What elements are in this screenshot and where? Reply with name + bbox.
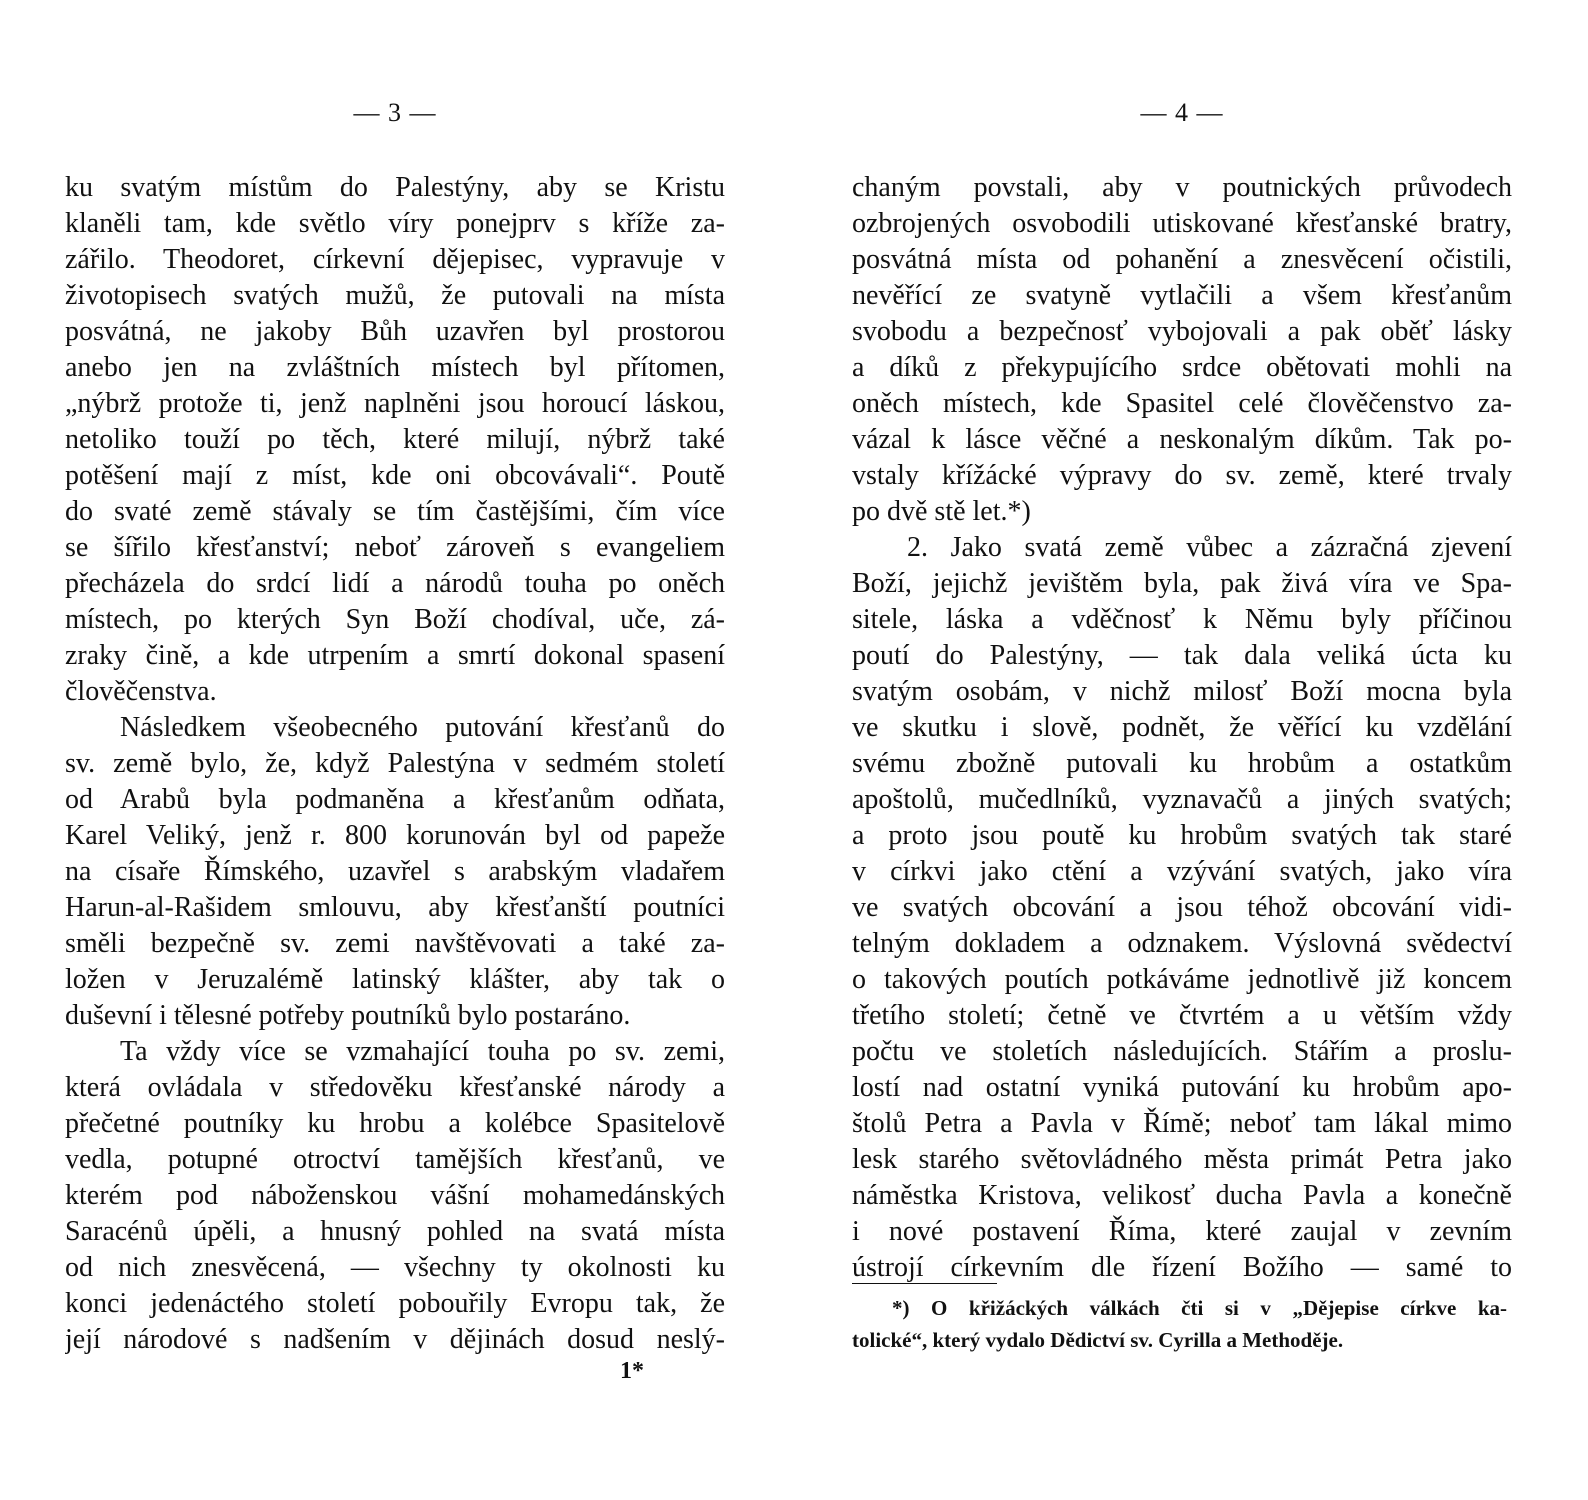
text-line: kterém pod náboženskou vášní mohamedánských: [65, 1180, 725, 1211]
text-line: nevěřící ze svatyně vytlačili a všem křesťanům: [852, 280, 1512, 311]
text-line: se šířilo křesťanství; neboť zároveň s evangeliem: [65, 532, 725, 563]
text-line: 2. Jako svatá země vůbec a zázračná zjevení: [907, 532, 1512, 563]
text-line: do svaté země stávaly se tím častějšími, čím více: [65, 496, 725, 527]
text-line: telným dokladem a odznakem. Výslovná svědectví: [852, 928, 1512, 959]
text-line: Boží, jejichž jevištěm byla, pak živá víra ve Spa-: [852, 568, 1512, 599]
text-line: vázal k lásce věčné a neskonalým díkům. Tak po-: [852, 424, 1512, 455]
text-line: posvátná místa od pohanění a znesvěcení očistili,: [852, 244, 1512, 275]
text-line: anebo jen na zvláštních místech byl přítomen,: [65, 352, 725, 383]
right-page: [852, 0, 1512, 1500]
left-page: [65, 0, 725, 1500]
text-line: sv. země bylo, že, když Palestýna v sedmém století: [65, 748, 725, 779]
text-line: ložen v Jeruzalémě latinský klášter, aby tak o: [65, 964, 725, 995]
text-line: zářilo. Theodoret, církevní dějepisec, vypravuje v: [65, 244, 725, 275]
text-line: oněch místech, kde Spasitel celé člověčenstvo za-: [852, 388, 1512, 419]
text-line: ústrojí církevním dle řízení Božího — samé to: [852, 1252, 1512, 1283]
text-line: její národové s nadšením v dějinách dosud neslý-: [65, 1324, 725, 1355]
text-line: vstaly křížácké výpravy do sv. země, které trvaly: [852, 460, 1512, 491]
text-line: klaněli tam, kde světlo víry ponejprv s kříže za-: [65, 208, 725, 239]
body-text: [65, 170, 725, 1358]
text-line: konci jedenáctého století pobouřily Evropu tak, že: [65, 1288, 725, 1319]
text-line: apoštolů, mučedlníků, vyznavačů a jiných svatých;: [852, 784, 1512, 815]
text-line: ve skutku i slově, podnět, že věřící ku vzdělání: [852, 712, 1512, 743]
text-line: o takových poutích potkáváme jednotlivě již koncem: [852, 964, 1512, 995]
text-line: Ta vždy více se vzmahající touha po sv. zemi,: [120, 1036, 725, 1067]
footnote-rule: [852, 1283, 997, 1284]
text-line: svobodu a bezpečnosť vybojovali a pak oběť lásky: [852, 316, 1512, 347]
text-line: na císaře Římského, uzavřel s arabským vladařem: [65, 856, 725, 887]
text-line: v církvi jako ctění a vzývání svatých, jako víra: [852, 856, 1512, 887]
text-line: netoliko touží po těch, které milují, nýbrž také: [65, 424, 725, 455]
body-text: [852, 170, 1512, 1286]
text-line: a díků z překypujícího srdce obětovati mohli na: [852, 352, 1512, 383]
text-line: vedla, potupné otroctví tamějších křesťanů, ve: [65, 1144, 725, 1175]
text-line: třetího století; četně ve čtvrtém a u větším vždy: [852, 1000, 1512, 1031]
text-line: i nové postavení Říma, které zaujal v zevním: [852, 1216, 1512, 1247]
text-line: přečetné poutníky ku hrobu a kolébce Spasitelově: [65, 1108, 725, 1139]
text-line: Harun-al-Rašidem smlouvu, aby křesťanští poutníci: [65, 892, 725, 923]
text-line: náměstka Kristova, velikosť ducha Pavla a konečně: [852, 1180, 1512, 1211]
text-line: štolů Petra a Pavla v Římě; neboť tam lákal mimo: [852, 1108, 1512, 1139]
text-line: ku svatým místům do Palestýny, aby se Kristu: [65, 172, 725, 203]
text-line: posvátná, ne jakoby Bůh uzavřen byl prostorou: [65, 316, 725, 347]
text-line: životopisech svatých mužů, že putovali na místa: [65, 280, 725, 311]
text-line: lesk starého světovládného města primát Petra jako: [852, 1144, 1512, 1175]
text-line: Následkem všeobecného putování křesťanů do: [120, 712, 725, 743]
text-line: počtu ve stoletích následujících. Stářím a proslu-: [852, 1036, 1512, 1067]
text-line: svatým osobám, v nichž milosť Boží mocna byla: [852, 676, 1512, 707]
text-line: svému zbožně putovali ku hrobům a ostatkům: [852, 748, 1512, 779]
text-line: Saracénů úpěli, a hnusný pohled na svatá místa: [65, 1216, 725, 1247]
text-line: ve svatých obcování a jsou téhož obcování vidi-: [852, 892, 1512, 923]
text-line: chaným povstali, aby v poutnických průvodech: [852, 172, 1512, 203]
text-line: přecházela do srdcí lidí a národů touha po oněch: [65, 568, 725, 599]
page-number: — 4 —: [1140, 98, 1224, 127]
text-line: směli bezpečně sv. zemi navštěvovati a také za-: [65, 928, 725, 959]
text-line: poutí do Palestýny, — tak dala veliká úcta ku: [852, 640, 1512, 671]
text-line: po dvě stě let.*): [852, 496, 1031, 527]
text-line: sitele, láska a vděčnosť k Němu byly příčinou: [852, 604, 1512, 635]
text-line: duševní i tělesné potřeby poutníků bylo postaráno.: [65, 1000, 631, 1031]
text-line: zraky čině, a kde utrpením a smrtí dokonal spasení: [65, 640, 725, 671]
text-line: od nich znesvěcená, — všechny ty okolnosti ku: [65, 1252, 725, 1283]
text-line: potěšení mají z míst, kde oni obcovávali“. Poutě: [65, 460, 725, 491]
text-line: člověčenstva.: [65, 676, 217, 707]
text-line: „nýbrž protože ti, jenž naplněni jsou horoucí láskou,: [65, 388, 725, 419]
text-line: místech, po kterých Syn Boží chodíval, uče, zá-: [65, 604, 725, 635]
text-line: lostí nad ostatní vyniká putování ku hrobům apo-: [852, 1072, 1512, 1103]
signature-mark: 1*: [620, 1358, 644, 1384]
text-line: ozbrojených osvobodili utiskované křesťanské bratry,: [852, 208, 1512, 239]
text-line: která ovládala v středověku křesťanské národy a: [65, 1072, 725, 1103]
text-line: a proto jsou poutě ku hrobům svatých tak staré: [852, 820, 1512, 851]
text-line: Karel Veliký, jenž r. 800 korunován byl od papeže: [65, 820, 725, 851]
text-line: od Arabů byla podmaněna a křesťanům odňata,: [65, 784, 725, 815]
footnote-line: tolické“, který vydalo Dědictví sv. Cyrilla a Methoděje.: [852, 1328, 1344, 1352]
footnote: [852, 1292, 1507, 1356]
page-number: — 3 —: [353, 98, 437, 127]
footnote-line: *) O křižáckých válkách čti si v „Dějepise církve ka-: [892, 1296, 1507, 1320]
